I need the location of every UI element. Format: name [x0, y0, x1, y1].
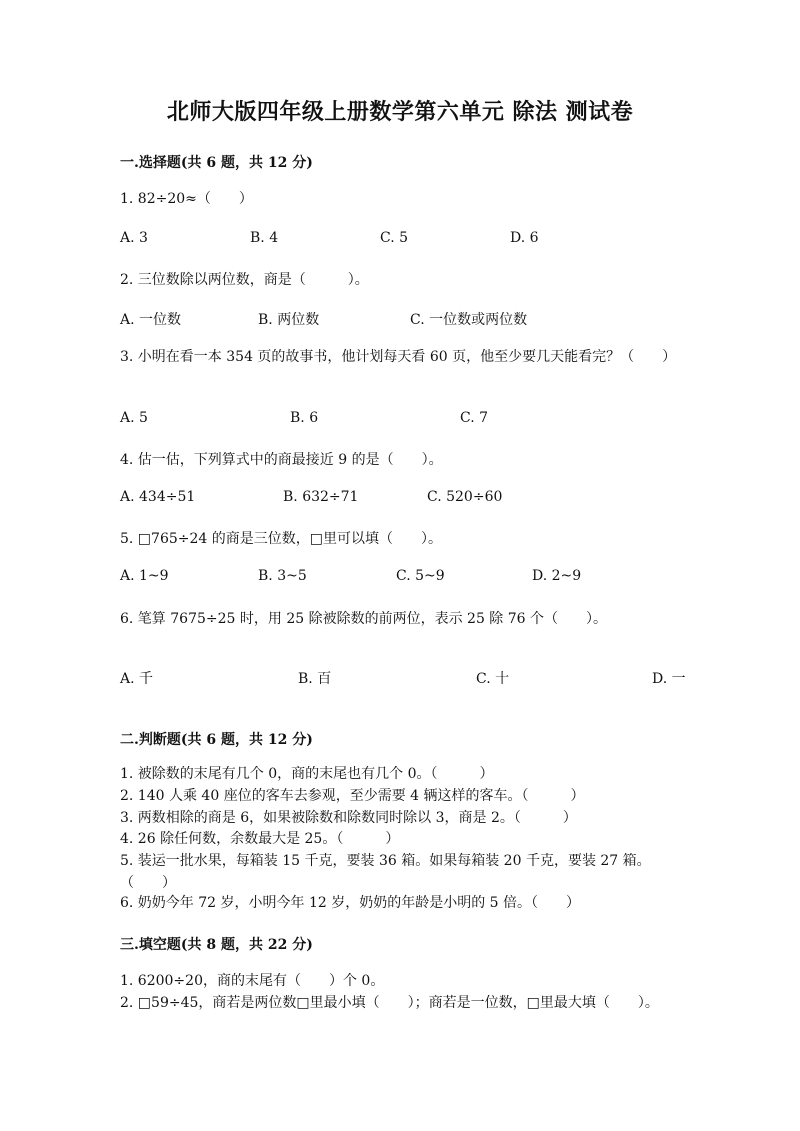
judgement-item: 5. 装运一批水果，每箱装 15 千克，要装 36 箱。如果每箱装 20 千克，要装 27 箱。（ ）: [120, 853, 651, 891]
option-a: A. 434÷51: [120, 489, 196, 505]
option-b: B. 632÷71: [283, 489, 359, 505]
section-heading-choice: 一.选择题(共 6 题，共 12 分): [120, 155, 313, 171]
option-b: B. 3~5: [258, 568, 307, 584]
option-c: C. 一位数或两位数: [410, 312, 528, 328]
option-b: B. 6: [290, 410, 319, 426]
option-c: C. 5: [380, 230, 409, 246]
section-heading-fill-blank: 三.填空题(共 8 题，共 22 分): [120, 937, 313, 953]
judgement-item: 1. 被除数的末尾有几个 0，商的末尾也有几个 0。（ ）: [120, 766, 494, 782]
section-heading-judgement: 二.判断题(共 6 题，共 12 分): [120, 732, 313, 748]
judgement-item: 2. 140 人乘 40 座位的客车去参观，至少需要 4 辆这样的客车。（ ）: [120, 788, 585, 804]
option-a: A. 3: [120, 230, 148, 246]
option-b: B. 两位数: [258, 312, 320, 328]
option-b: B. 百: [298, 671, 332, 687]
question-stem: 1. 82÷20≈（ ）: [120, 191, 253, 207]
judgement-item: 3. 两数相除的商是 6，如果被除数和除数同时除以 3，商是 2。（ ）: [120, 810, 577, 826]
option-c: C. 7: [460, 410, 489, 426]
question-stem: 6. 笔算 7675÷25 时，用 25 除被除数的前两位，表示 25 除 76 个（ ）。: [120, 611, 608, 627]
option-b: B. 4: [250, 230, 279, 246]
option-c: C. 5~9: [396, 568, 445, 584]
option-a: A. 一位数: [120, 312, 182, 328]
option-a: A. 千: [120, 671, 154, 687]
fill-blank-item: 1. 6200÷20，商的末尾有（ ）个 0。: [120, 973, 385, 989]
question-stem: 3. 小明在看一本 354 页的故事书，他计划每天看 60 页，他至少要几天能看完？（ ）: [120, 349, 677, 365]
question-stem: 2. 三位数除以两位数，商是（ ）。: [120, 272, 369, 288]
question-stem: 5. □765÷24 的商是三位数，□里可以填（ ）。: [120, 531, 442, 547]
page-title: 北师大版四年级上册数学第六单元 除法 测试卷: [166, 99, 634, 125]
judgement-item: 4. 26 除任何数，余数最大是 25。（ ）: [120, 831, 400, 847]
option-d: D. 2~9: [532, 568, 582, 584]
judgement-item: 6. 奶奶今年 72 岁，小明今年 12 岁，奶奶的年龄是小明的 5 倍。（ ）: [120, 895, 581, 911]
question-stem: 4. 估一估，下列算式中的商最接近 9 的是（ ）。: [120, 452, 443, 468]
option-c: C. 520÷60: [427, 489, 503, 505]
option-d: D. 一: [652, 671, 686, 687]
option-d: D. 6: [510, 230, 539, 246]
option-c: C. 十: [476, 671, 510, 687]
fill-blank-item: 2. □59÷45，商若是两位数□里最小填（ ）；商若是一位数，□里最大填（ ）。: [120, 995, 659, 1011]
option-a: A. 1~9: [120, 568, 169, 584]
option-a: A. 5: [120, 410, 148, 426]
